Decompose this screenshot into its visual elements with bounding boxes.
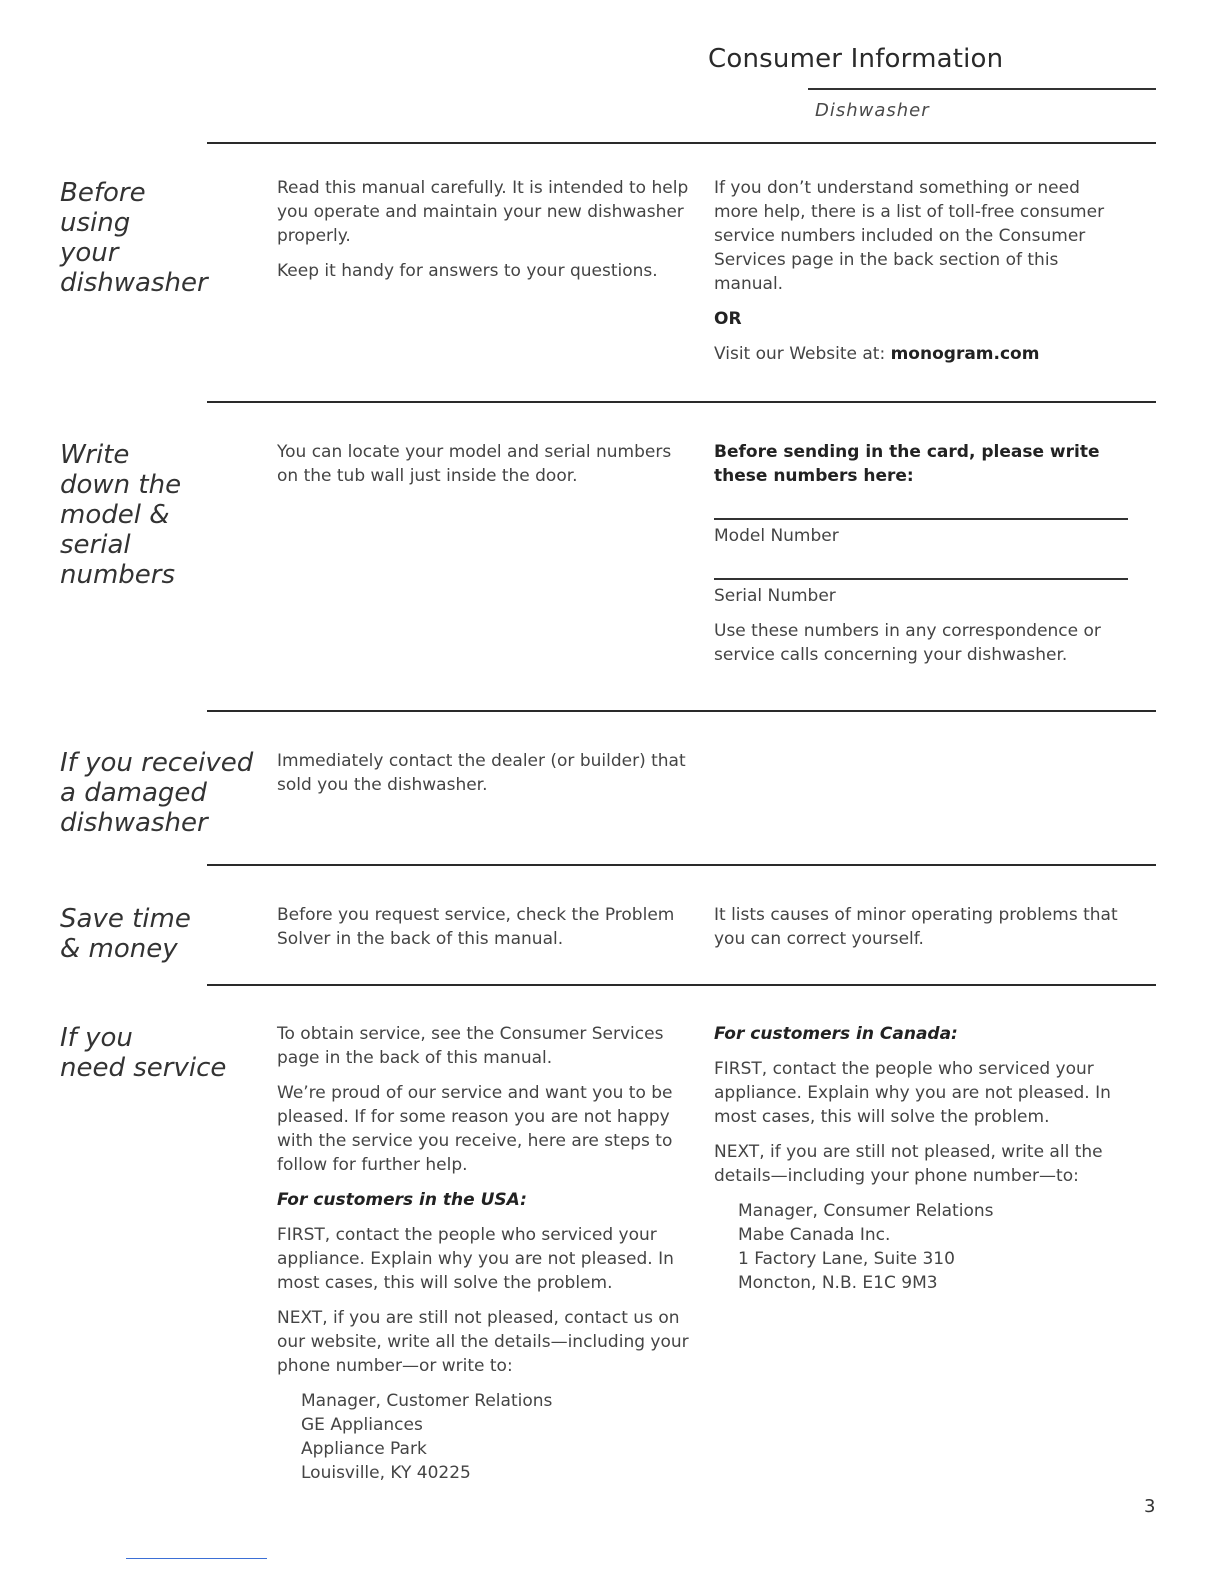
address-line: Manager, Customer Relations [301,1391,553,1411]
heading-line: Write [60,440,130,470]
before-using-right-column [714,176,1129,377]
heading-line: model & [60,500,170,530]
address-line: Manager, Consumer Relations [738,1201,994,1221]
heading-line: down the [60,470,182,500]
heading-save-time [60,904,260,964]
heading-line: dishwasher [60,268,208,298]
website-link[interactable]: monogram.com [890,344,1040,364]
paragraph: It lists causes of minor operating problems that you can correct yourself. [714,905,1118,949]
paragraph: If you don’t understand something or need more help, there is a list of toll-free consumer service numbers included on the Consumer Services page in the back section of this manual. [714,178,1105,294]
heading-line: If you [60,1023,133,1053]
paragraph: Use these numbers in any correspondence or service calls concerning your dishwasher. [714,621,1101,665]
paragraph: Before you request service, check the Problem Solver in the back of this manual. [277,905,675,949]
damaged-left-column [277,749,692,808]
heading-line: dishwasher [60,808,208,838]
paragraph: FIRST, contact the people who serviced your appliance. Explain why you are not pleased. In most cases, this will solve the problem. [714,1059,1111,1127]
before-using-left-column [277,176,692,294]
heading-line: your [60,238,119,268]
save-time-right-column [714,903,1129,962]
need-service-right-column [714,1022,1129,1295]
paragraph: Keep it handy for answers to your questions. [277,261,658,281]
paragraph: NEXT, if you are still not pleased, contact us on our website, write all the details—including your phone number—or write to: [277,1308,689,1376]
page-title: Consumer Information [708,44,1004,74]
heading-line: using [60,208,131,238]
heading-damaged [60,748,270,838]
heading-line: serial [60,530,131,560]
or-label: OR [714,309,742,329]
section-divider [207,984,1156,986]
heading-line: & money [60,934,178,964]
header-rule [808,88,1156,90]
website-line [714,342,1129,366]
heading-line: a damaged [60,778,207,808]
serial-number-label: Serial Number [714,586,836,606]
bottom-link-underline[interactable] [126,1558,267,1559]
address-line: Moncton, N.B. E1C 9M3 [738,1273,938,1293]
write-down-right-column [714,440,1129,678]
heading-line: need service [60,1053,227,1083]
heading-line: Save time [60,904,191,934]
heading-line: If you received [60,748,254,778]
section-divider [207,864,1156,866]
paragraph: Immediately contact the dealer (or builder) that sold you the dishwasher. [277,751,686,795]
serial-number-line[interactable] [714,578,1128,580]
heading-before-using [60,178,260,298]
page-subtitle: Dishwasher [815,100,930,121]
heading-write-down [60,440,260,590]
heading-need-service [60,1023,260,1083]
section-divider [207,142,1156,144]
page-number: 3 [1144,1496,1156,1517]
heading-line: numbers [60,560,176,590]
usa-address [277,1389,692,1485]
heading-line: Before [60,178,146,208]
canada-subheading: For customers in Canada: [714,1024,958,1044]
canada-address [714,1199,1129,1295]
address-line: GE Appliances [301,1415,423,1435]
paragraph: Read this manual carefully. It is intended to help you operate and maintain your new dishwasher properly. [277,178,689,246]
paragraph: You can locate your model and serial numbers on the tub wall just inside the door. [277,442,672,486]
paragraph: NEXT, if you are still not pleased, write all the details—including your phone number—to: [714,1142,1103,1186]
paragraph: FIRST, contact the people who serviced your appliance. Explain why you are not pleased. In most cases, this will solve the problem. [277,1225,674,1293]
paragraph-bold: Before sending in the card, please write these numbers here: [714,442,1100,486]
address-line: 1 Factory Lane, Suite 310 [738,1249,955,1269]
section-divider [207,401,1156,403]
model-number-line[interactable] [714,518,1128,520]
website-prefix: Visit our Website at: [714,344,891,364]
paragraph: To obtain service, see the Consumer Services page in the back of this manual. [277,1024,664,1068]
section-divider [207,710,1156,712]
need-service-left-column [277,1022,692,1485]
write-down-left-column [277,440,692,499]
paragraph: We’re proud of our service and want you to be pleased. If for some reason you are not happy with the service you receive, here are steps to follow for further help. [277,1083,673,1175]
address-line: Mabe Canada Inc. [738,1225,891,1245]
model-number-label: Model Number [714,526,839,546]
address-line: Appliance Park [301,1439,427,1459]
usa-subheading: For customers in the USA: [277,1190,527,1210]
address-line: Louisville, KY 40225 [301,1463,471,1483]
save-time-left-column [277,903,692,962]
